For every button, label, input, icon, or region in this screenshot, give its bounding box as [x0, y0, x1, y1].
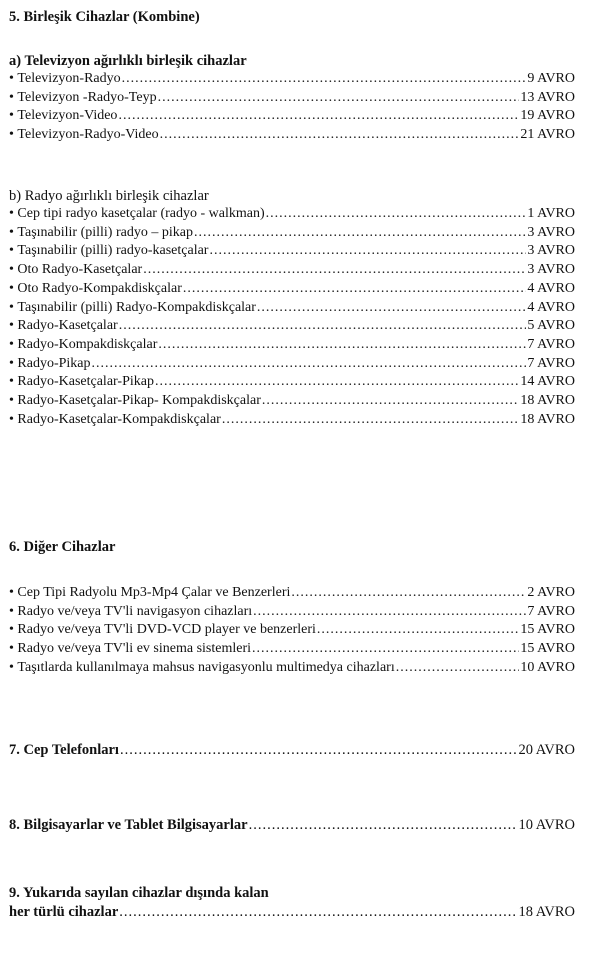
item-price: 18 AVRO [520, 393, 575, 409]
list-item [9, 89, 575, 108]
list-item [9, 317, 575, 336]
section-6-title: 6. Diğer Cihazlar [9, 539, 116, 555]
item-label: • Cep tipi radyo kasetçalar (radyo - walkman) [9, 205, 265, 224]
list-item [9, 336, 575, 355]
list-item [9, 107, 575, 126]
item-label: • Oto Radyo-Kompakdiskçalar [9, 280, 182, 299]
section-8-title: 8. Bilgisayarlar ve Tablet Bilgisayarlar [9, 817, 248, 833]
list-item [9, 373, 575, 392]
section-5b-title: b) Radyo ağırlıklı birleşik cihazlar [9, 188, 209, 204]
item-price: 7 AVRO [527, 336, 575, 352]
item-label: • Radyo ve/veya TV'li DVD-VCD player ve benzerleri [9, 621, 316, 640]
item-label: • Radyo-Kasetçalar [9, 317, 118, 336]
section-5b-list [9, 205, 575, 429]
item-label: • Radyo-Pikap [9, 355, 91, 374]
list-item [9, 603, 575, 622]
item-price: 9 AVRO [527, 71, 575, 86]
item-label: • Radyo-Kasetçalar-Kompakdiskçalar [9, 411, 221, 430]
item-price: 3 AVRO [527, 262, 575, 278]
list-item [9, 640, 575, 659]
list-item [9, 242, 575, 261]
item-price: 15 AVRO [520, 641, 575, 657]
item-price: 14 AVRO [520, 374, 575, 390]
list-item [9, 224, 575, 243]
list-item [9, 584, 575, 603]
section-7-row [9, 741, 575, 760]
item-label: • Radyo ve/veya TV'li ev sinema sistemleri [9, 640, 251, 659]
item-label: • Taşıtlarda kullanılmaya mahsus navigasyonlu multimedya cihazları [9, 659, 395, 678]
item-label: • Televizyon-Radyo [9, 70, 121, 89]
list-item [9, 392, 575, 411]
item-label: • Taşınabilir (pilli) radyo-kasetçalar [9, 242, 208, 261]
item-label: • Televizyon-Video [9, 107, 117, 126]
list-item [9, 261, 575, 280]
list-item [9, 205, 575, 224]
list-item [9, 126, 575, 145]
item-price: 10 AVRO [520, 659, 575, 675]
item-label: • Radyo-Kasetçalar-Pikap [9, 373, 154, 392]
item-price: 2 AVRO [527, 585, 575, 600]
section-9-price: 18 AVRO [518, 904, 575, 920]
item-price: 5 AVRO [527, 318, 575, 334]
section-8 [9, 816, 575, 835]
list-item [9, 659, 575, 678]
item-price: 13 AVRO [520, 89, 575, 105]
list-item [9, 621, 575, 640]
list-item [9, 299, 575, 318]
section-7-title: 7. Cep Telefonları [9, 742, 119, 758]
list-item [9, 280, 575, 299]
section-7-price: 20 AVRO [518, 742, 575, 758]
list-item [9, 411, 575, 430]
item-label: • Oto Radyo-Kasetçalar [9, 261, 142, 280]
item-price: 19 AVRO [520, 108, 575, 124]
item-price: 3 AVRO [527, 224, 575, 240]
item-label: • Radyo-Kompakdiskçalar [9, 336, 157, 355]
section-5a-list [9, 70, 575, 145]
item-label: • Televizyon -Radyo-Teyp [9, 89, 157, 108]
item-label: • Radyo ve/veya TV'li navigasyon cihazları [9, 603, 252, 622]
section-5-title: 5. Birleşik Cihazlar (Kombine) [9, 9, 200, 25]
list-item [9, 70, 575, 89]
item-price: 7 AVRO [527, 603, 575, 619]
item-price: 7 AVRO [527, 355, 575, 371]
item-price: 1 AVRO [527, 206, 575, 221]
section-9-label: her türlü cihazlar [9, 904, 119, 920]
item-price: 21 AVRO [520, 127, 575, 143]
item-price: 18 AVRO [520, 411, 575, 427]
section-6-list [9, 584, 575, 678]
item-label: • Taşınabilir (pilli) Radyo-Kompakdiskçalar [9, 299, 256, 318]
item-price: 3 AVRO [527, 243, 575, 259]
item-label: • Cep Tipi Radyolu Mp3-Mp4 Çalar ve Benzerleri [9, 584, 290, 603]
section-9-row [9, 903, 575, 922]
section-7 [9, 741, 575, 760]
item-label: • Televizyon-Radyo-Video [9, 126, 159, 145]
item-label: • Taşınabilir (pilli) radyo – pikap [9, 224, 193, 243]
item-price: 4 AVRO [527, 299, 575, 315]
section-9-title: 9. Yukarıda sayılan cihazlar dışında kalan [9, 885, 269, 901]
list-item [9, 355, 575, 374]
item-price: 4 AVRO [527, 280, 575, 296]
item-label: • Radyo-Kasetçalar-Pikap- Kompakdiskçalar [9, 392, 261, 411]
section-9 [9, 903, 575, 922]
section-8-price: 10 AVRO [518, 817, 575, 833]
item-price: 15 AVRO [520, 622, 575, 638]
section-8-row [9, 816, 575, 835]
section-5a-title: a) Televizyon ağırlıklı birleşik cihazlar [9, 53, 247, 69]
